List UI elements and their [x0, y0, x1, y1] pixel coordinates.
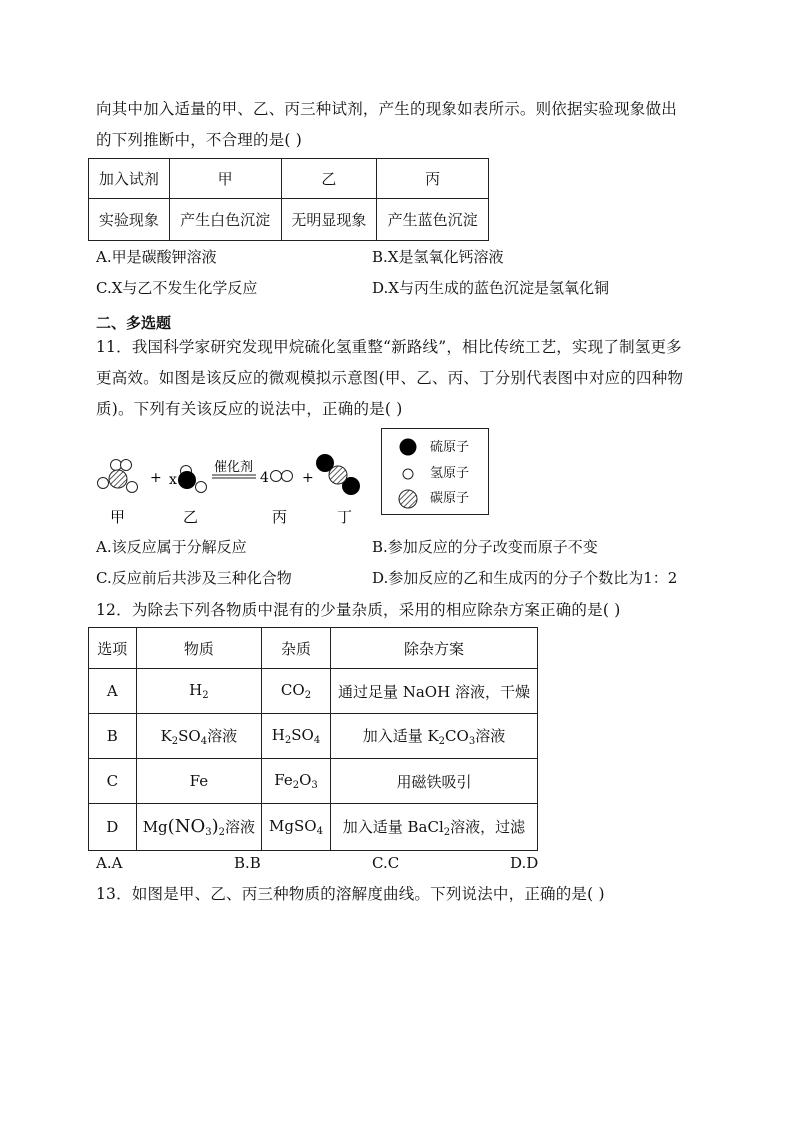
table-header: 物质: [136, 628, 261, 669]
table-cell: B: [89, 714, 137, 759]
section-title: 二、多选题: [96, 314, 172, 332]
q11-option-a: A.该反应属于分解反应: [96, 538, 247, 556]
legend-sulfur: 硫原子: [430, 440, 470, 455]
plus-sign: +: [302, 470, 314, 486]
table-cell: 甲: [169, 159, 281, 199]
q12-line1: 12．为除去下列各物质中混有的少量杂质，采用的相应除杂方案正确的是( ): [96, 601, 621, 619]
table-cell: 实验现象: [89, 199, 170, 241]
hydrogen-sulfide-molecule: [178, 466, 207, 493]
legend-icons: [396, 435, 422, 511]
table-cell: D: [89, 804, 137, 851]
table-cell: C: [89, 759, 137, 804]
methane-molecule: [98, 460, 138, 493]
table-cell: 用磁铁吸引: [330, 759, 537, 804]
reaction-diagram: [90, 425, 380, 530]
table-cell: Fe: [136, 759, 261, 804]
q10-option-d: D.X与丙生成的蓝色沉淀是氢氧化铜: [372, 279, 609, 297]
hydrogen-atom-icon: [403, 469, 413, 479]
q11-line1: 11．我国科学家研究发现甲烷硫化氢重整“新路线”，相比传统工艺，实现了制氢更多: [96, 338, 682, 356]
table-cell: 加入试剂: [89, 159, 170, 199]
table-cell: 乙: [281, 159, 377, 199]
table-cell: $K_2SO_4$溶液: [136, 714, 261, 759]
q11-option-b: B.参加反应的分子改变而原子不变: [372, 538, 598, 556]
atom-legend: [381, 428, 489, 515]
q11-line2: 更高效。如图是该反应的微观模拟示意图(甲、乙、丙、丁分别代表图中对应的四种物: [96, 369, 684, 387]
q12-option-c: C.C: [372, 854, 400, 872]
table-header: 除杂方案: [330, 628, 537, 669]
q11-option-c: C.反应前后共涉及三种化合物: [96, 569, 292, 587]
legend-carbon: 碳原子: [430, 491, 470, 506]
table-cell: 加入适量 BaCl$_2$溶液，过滤: [330, 804, 537, 851]
table-row: [89, 669, 538, 714]
coefficient-x: x: [169, 472, 177, 488]
table-cell: 产生蓝色沉淀: [377, 199, 489, 241]
table-cell: $H_2SO_4$: [262, 714, 331, 759]
legend-hydrogen: 氢原子: [430, 466, 470, 481]
label-bing: 丙: [272, 508, 288, 526]
coefficient-4: 4: [260, 470, 269, 486]
plus-sign: +: [150, 470, 162, 486]
carbon-disulfide-molecule: [316, 454, 360, 495]
q11-line3: 质)。下列有关该反应的说法中，正确的是( ): [96, 400, 403, 418]
table-cell: 产生白色沉淀: [169, 199, 281, 241]
q13-line1: 13．如图是甲、乙、丙三种物质的溶解度曲线。下列说法中，正确的是( ): [96, 885, 605, 903]
hydrogen-molecule: [271, 471, 293, 482]
label-ding: 丁: [337, 508, 353, 526]
q11-option-d: D.参加反应的乙和生成丙的分子个数比为1：2: [372, 569, 678, 587]
table-cell: 通过足量 NaOH 溶液，干燥: [330, 669, 537, 714]
table-cell: A: [89, 669, 137, 714]
q12-option-a: A.A: [96, 854, 123, 872]
q12-table: [88, 627, 538, 851]
q12-option-b: B.B: [234, 854, 261, 872]
table-cell: 加入适量 $K_2CO_3$溶液: [330, 714, 537, 759]
table-cell: 丙: [377, 159, 489, 199]
table-cell: $CO_2$: [262, 669, 331, 714]
q10-option-c: C.X与乙不发生化学反应: [96, 279, 258, 297]
catalyst-label: 催化剂: [214, 460, 254, 475]
table-row: [89, 804, 538, 851]
table-header: 杂质: [262, 628, 331, 669]
q12-option-d: D.D: [510, 854, 539, 872]
table-row: [89, 759, 538, 804]
table-cell: $Mg(NO_3)_2$溶液: [136, 804, 261, 851]
table-cell: $Fe_2O_3$: [262, 759, 331, 804]
table-cell: $H_2$: [136, 669, 261, 714]
q10-table: [88, 158, 489, 241]
label-yi: 乙: [183, 508, 199, 526]
table-header: 选项: [89, 628, 137, 669]
q10-option-a: A.甲是碳酸钾溶液: [96, 248, 217, 266]
sulfur-atom-icon: [400, 439, 417, 456]
table-cell: MgSO$_4$: [262, 804, 331, 851]
q10-line2: 的下列推断中，不合理的是( ): [96, 131, 303, 149]
table-cell: 无明显现象: [281, 199, 377, 241]
q10-line1: 向其中加入适量的甲、乙、丙三种试剂，产生的现象如表所示。则依据实验现象做出: [96, 100, 677, 118]
q10-option-b: B.X是氢氧化钙溶液: [372, 248, 504, 266]
label-jia: 甲: [110, 508, 126, 526]
carbon-atom-icon: [399, 490, 417, 508]
table-row: [89, 714, 538, 759]
